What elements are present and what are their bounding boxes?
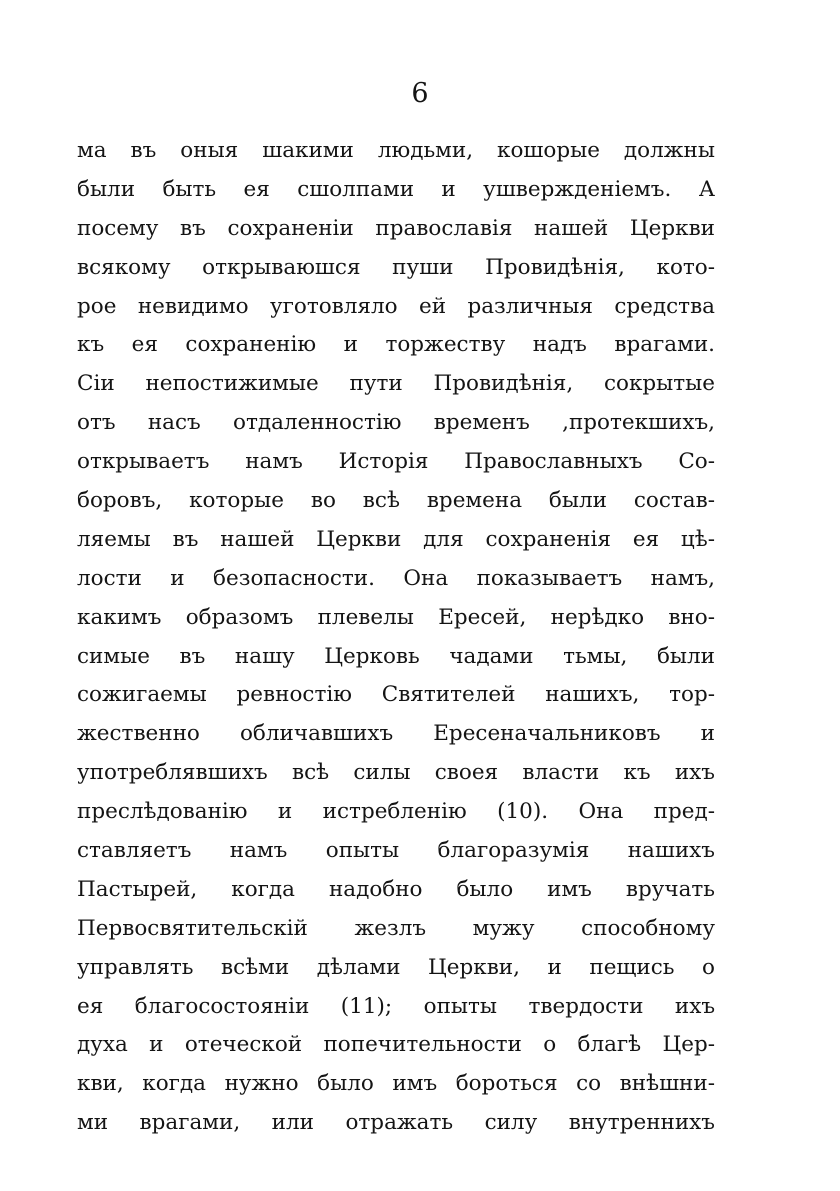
text-line: открываетъ намъ Исторія Православныхъ Со- [77, 449, 715, 475]
text-line: ея благосостояніи (11); опыты твердости ихъ [77, 993, 715, 1019]
text-line: къ ея сохраненію и торжеству надъ врагами. [77, 332, 715, 358]
text-line: Сіи непостижимые пути Провидѣнія, сокрытые [77, 371, 715, 397]
text-line: рое невидимо уготовляло ей различныя средства [77, 293, 715, 319]
text-line: боровъ, которые во всѣ времена были состав- [77, 488, 715, 514]
text-line: ляемы въ нашей Церкви для сохраненія ея цѣ- [77, 526, 715, 552]
text-line: ми врагами, или отражать силу внутреннихъ [77, 1110, 715, 1136]
text-line: отъ насъ отдаленностію временъ ,протекшихъ, [77, 410, 715, 436]
text-line: были быть ея сшолпами и ушвержденіемъ. А [77, 176, 715, 202]
text-line: ма въ оныя шакими людьми, кошорые должны [77, 138, 715, 163]
text-line: симые въ нашу Церковь чадами тьмы, были [77, 643, 715, 669]
body-text [77, 132, 715, 1143]
text-line: кви, когда нужно было имъ бороться со внѣшни- [77, 1071, 715, 1097]
page-number: 6 [411, 78, 429, 109]
text-line: употреблявшихъ всѣ силы своея власти къ ихъ [77, 760, 715, 786]
text-line: духа и отеческой попечительности о благѣ Цер- [77, 1032, 715, 1058]
text-line: преслѣдованію и истребленію (10). Она пред- [77, 799, 715, 825]
text-line: ставляетъ намъ опыты благоразумія нашихъ [77, 838, 715, 864]
text-line: Пастырей, когда надобно было имъ вручать [77, 876, 715, 902]
text-line: управлять всѣми дѣлами Церкви, и пещись о [77, 954, 715, 980]
text-line: всякому открываюшся пуши Провидѣнія, кото- [77, 254, 715, 280]
text-line: жественно обличавшихъ Ересеначальниковъ и [77, 721, 715, 747]
text-line: Первосвятительскій жезлъ мужу способному [77, 915, 715, 941]
text-line: сожигаемы ревностію Святителей нашихъ, тор- [77, 682, 715, 708]
text-line: какимъ образомъ плевелы Ересей, нерѣдко вно- [77, 604, 715, 630]
text-line: посему въ сохраненіи православія нашей Церкви [77, 215, 715, 241]
text-line: лости и безопасности. Она показываетъ намъ, [77, 565, 715, 591]
